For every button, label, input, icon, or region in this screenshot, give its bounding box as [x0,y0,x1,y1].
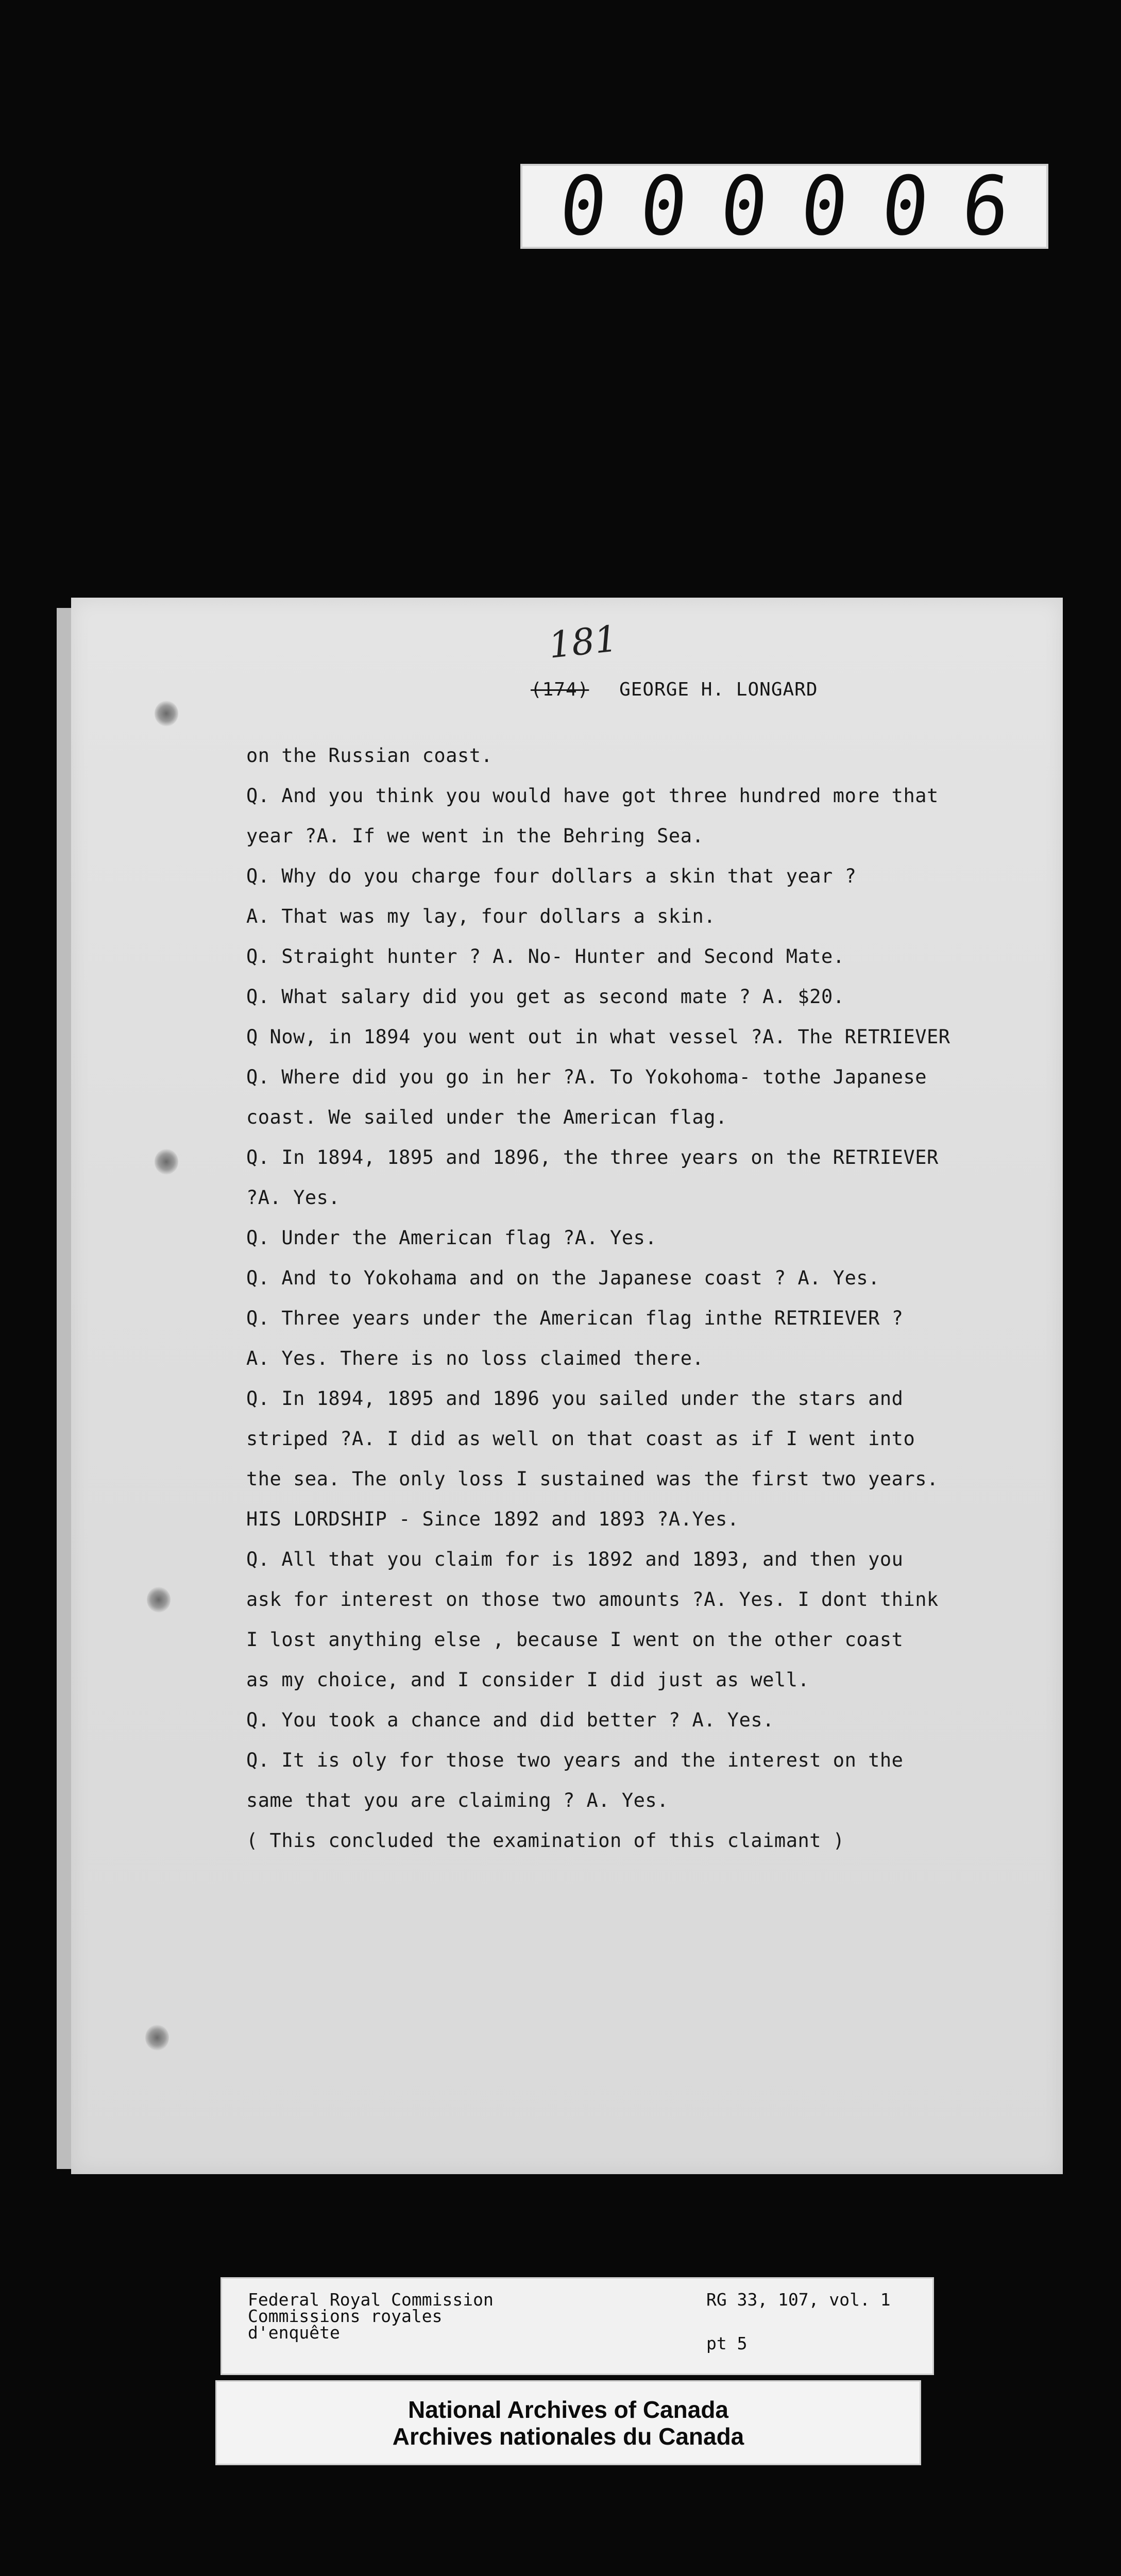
transcript-line: Q. In 1894, 1895 and 1896 you sailed under the stars and [246,1387,904,1410]
transcript-line: ?A. Yes. [246,1187,341,1209]
transcript-line: Q. In 1894, 1895 and 1896, the three years on the RETRIEVER [246,1146,939,1168]
frame-digit: 0 [635,159,692,253]
frame-digit: 6 [957,159,1014,253]
transcript-line: Q. What salary did you get as second mate ? A. $20. [246,986,845,1008]
transcript-line: Q. Why do you charge four dollars a skin that year ? [246,865,857,887]
transcript-line: Q. Three years under the American flag inthe RETRIEVER ? [246,1307,904,1329]
transcript-line: Q. You took a chance and did better ? A. Yes. [246,1709,774,1731]
document-header [531,679,818,700]
transcript-line: ( This concluded the examination of this claimant ) [246,1829,845,1852]
transcript-line: Q. And you think you would have got three hundred more that [246,785,939,807]
punch-hole-mark [147,1587,171,1613]
struck-page-number: (174) [531,679,589,700]
transcript-line: Q. All that you claim for is 1892 and 1893, and then you [246,1548,904,1570]
transcript-line: ask for interest on those two amounts ?A. Yes. I dont think [246,1588,939,1611]
transcript-line: as my choice, and I consider I did just as well. [246,1669,810,1691]
collection-label [220,2277,934,2375]
record-group-reference: RG 33, 107, vol. 1 [706,2290,891,2310]
transcript-line: A. Yes. There is no loss claimed there. [246,1347,704,1369]
transcript-body [246,736,1050,1861]
punch-hole-mark [155,1149,178,1175]
handwritten-page-number: 181 [547,617,620,667]
collection-name-line: d'enquête [248,2323,340,2343]
transcript-line: Q. It is oly for those two years and the interest on the [246,1749,904,1771]
transcript-line: Q. Under the American flag ?A. Yes. [246,1227,657,1249]
transcript-line: Q Now, in 1894 you went out in what vessel ?A. The RETRIEVER [246,1026,950,1048]
frame-digit: 0 [555,159,612,253]
transcript-line: year ?A. If we went in the Behring Sea. [246,825,704,847]
frame-digit: 0 [716,159,773,253]
transcript-line: same that you are claiming ? A. Yes. [246,1789,669,1811]
transcript-line: I lost anything else , because I went on the other coast [246,1629,904,1651]
transcript-line: on the Russian coast. [246,744,493,767]
punch-hole-mark [155,701,178,726]
archives-name-french: Archives nationales du Canada [392,2422,744,2450]
collection-name-line: Federal Royal Commission [248,2290,494,2310]
frame-counter [520,159,1048,253]
archives-stamp [215,2380,921,2465]
transcript-line: Q. Straight hunter ? A. No- Hunter and Second Mate. [246,945,845,968]
transcript-line: A. That was my lay, four dollars a skin. [246,905,716,927]
witness-name: GEORGE H. LONGARD [619,679,818,700]
transcript-line: Q. And to Yokohama and on the Japanese coast ? A. Yes. [246,1267,880,1289]
archives-name-english: National Archives of Canada [407,2396,728,2423]
transcript-line: coast. We sailed under the American flag. [246,1106,727,1128]
transcript-line: the sea. The only loss I sustained was the first two years. [246,1468,939,1490]
part-number: pt 5 [706,2333,748,2353]
transcript-line: striped ?A. I did as well on that coast as if I went into [246,1428,915,1450]
punch-hole-mark [145,2025,169,2050]
transcript-line: HIS LORDSHIP - Since 1892 and 1893 ?A.Yes. [246,1508,739,1530]
transcript-line: Q. Where did you go in her ?A. To Yokohoma- tothe Japanese [246,1066,927,1088]
collection-name-line: Commissions royales [248,2306,443,2326]
frame-digit: 0 [876,159,933,253]
frame-digit: 0 [796,159,853,253]
